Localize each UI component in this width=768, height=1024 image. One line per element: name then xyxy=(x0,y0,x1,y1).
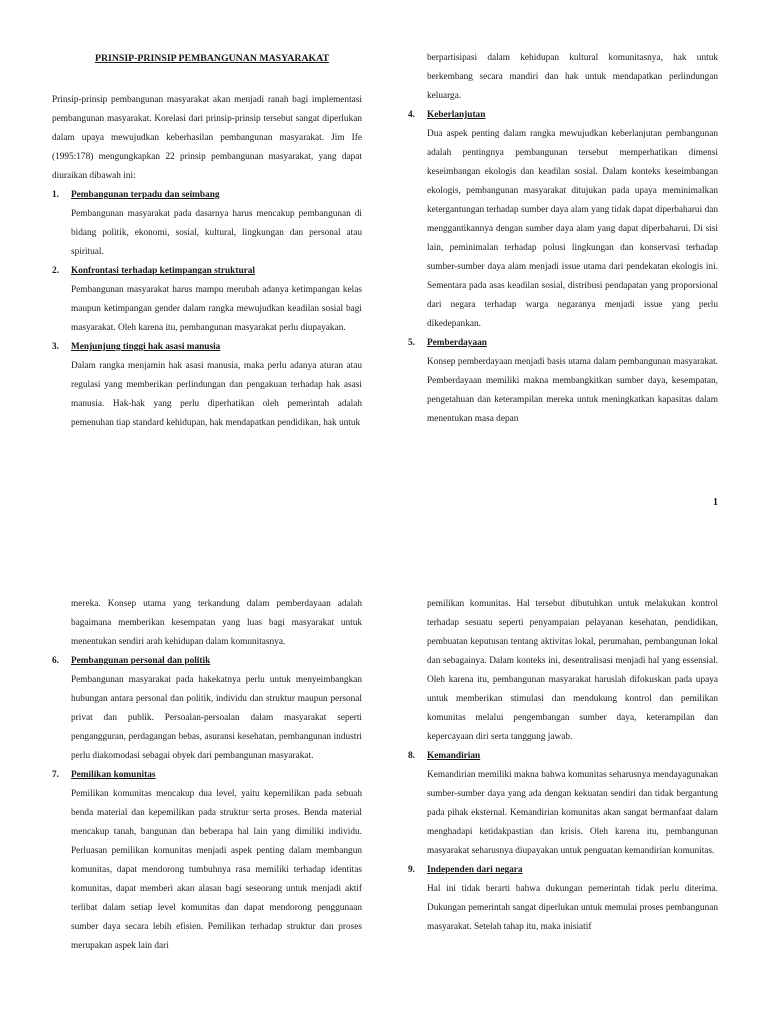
list-item xyxy=(52,652,362,766)
page1-right-column xyxy=(408,49,718,429)
item-heading: Pemilikan komunitas xyxy=(71,770,156,780)
item-number: 9. xyxy=(408,865,415,875)
page-2 xyxy=(0,512,768,1024)
item-body: Pembangunan masyarakat pada hakekatnya perlu untuk menyeimbangkan hubungan antara personal dan politik, individu dan struktur maupun personal privat dan publik. Persoalan-persoalan dalam masyarakat seperti pengangguran, perdagangan bebas, asuransi kesehatan, pembangunan industri perlu diakomodasi sebagai obyek dari pembangunan masyarakat. xyxy=(71,675,362,761)
item-heading: Kemandirian xyxy=(427,751,481,761)
item-body: Pembangunan masyarakat pada dasarnya harus mencakup pembangunan di bidang politik, ekonomi, sosial, kultural, lingkungan dan personal atau spiritual. xyxy=(71,209,362,257)
list-item xyxy=(52,262,362,338)
item-body: Hal ini tidak berarti bahwa dukungan pemerintah tidak perlu diterima. Dukungan pemerintah sangat diperlukan untuk memulai proses pembangunan masyarakat. Setelah tahap itu, maka inisiatif xyxy=(427,884,718,932)
item-body: Konsep pemberdayaan menjadi basis utama dalam pembangunan masyarakat. Pemberdayaan memiliki makna membangkitkan sumber daya, kesempatan, pengetahuan dan keterampilan mereka untuk meningkatkan kapasitas dalam menentukan masa depan xyxy=(427,357,718,424)
page2-left-column xyxy=(52,595,362,956)
item-number: 7. xyxy=(52,770,59,780)
page2-right-column xyxy=(408,595,718,937)
item-heading: Menjunjung tinggi hak asasi manusia xyxy=(71,342,221,352)
list-item xyxy=(408,334,718,429)
list-item xyxy=(52,186,362,262)
continued-paragraph: pemilikan komunitas. Hal tersebut dibutuhkan untuk melakukan kontrol terhadap sesuatu seperti penyampaian pelayanan kesehatan, pendidikan, pembuatan keputusan tentang aktivitas lokal, perumahan, pembangunan lokal dan sebagainya. Dalam konteks ini, desentralisasi menjadi hal yang essensial. Oleh karena itu, pembangunan masyarakat haruslah difokuskan pada upaya untuk memberikan stimulasi dan mendukung kontrol dan pemilikan komunitas melalui pengembangan sumber daya, keterampilan dan kepercayaan diri serta tanggung jawab. xyxy=(427,599,718,742)
item-number: 5. xyxy=(408,338,415,348)
item-body: Kemandirian memiliki makna bahwa komunitas seharusnya mendayagunakan sumber-sumber daya yang ada dengan kekuatan sendiri dan tidak bergantung pada pihak eksternal. Kemandirian komunitas akan sangat bermanfaat dalam menghadapi ketidakpastian dan krisis. Oleh karena itu, pembangunan masyarakat seharusnya diupayakan untuk penguatan kemandirian komunitas. xyxy=(427,770,718,856)
item-number: 4. xyxy=(408,110,415,120)
document-title: PRINSIP-PRINSIP PEMBANGUNAN MASYARAKAT xyxy=(94,53,330,64)
item-number: 8. xyxy=(408,751,415,761)
item-body: Pemilikan komunitas mencakup dua level, yaitu kepemilikan pada sebuah benda material dan kepemilikan pada struktur serta proses. Benda material mencakup tanah, bangunan dan beberapa hal lain yang dimiliki individu. Perluasan pemilikan komunitas menjadi aspek penting dalam membangun komunitas, dapat mendorong tumbuhnya rasa memiliki terhadap identitas komunitas, dapat memberi akan alasan bagi seseorang untuk menjadi aktif terlibat dalam setiap level komunitas dan dapat mendorong penggunaan sumber daya secara lebih efisien. Pemilikan terhadap struktur dan proses merupakan aspek lain dari xyxy=(71,789,362,951)
item-heading: Konfrontasi terhadap ketimpangan struktural xyxy=(71,266,255,276)
continued-paragraph: mereka. Konsep utama yang terkandung dalam pemberdayaan adalah bagaimana memberikan kesempatan yang luas bagi masyarakat untuk menentukan sendiri arah kehidupan dalam komunitasnya. xyxy=(71,599,362,647)
item-heading: Pembangunan personal dan politik xyxy=(71,656,211,666)
list-item xyxy=(52,338,362,433)
page1-left-column xyxy=(52,52,362,433)
item-number: 1. xyxy=(52,190,59,200)
item-heading: Keberlanjutan xyxy=(427,110,486,120)
item-body: Dalam rangka menjamin hak asasi manusia, maka perlu adanya aturan atau regulasi yang memberikan perlindungan dan pengakuan terhadap hak asasi manusia. Hak-hak yang perlu diperhatikan oleh pemerintah adalah pemenuhan tiap standard kehidupan, hak mendapatkan pendidikan, hak untuk xyxy=(71,361,362,428)
item-number: 3. xyxy=(52,342,59,352)
list-item xyxy=(408,106,718,334)
list-item xyxy=(52,766,362,956)
item-number: 6. xyxy=(52,656,59,666)
item-heading: Pemberdayaan xyxy=(427,338,487,348)
intro-paragraph: Prinsip-prinsip pembangunan masyarakat akan menjadi ranah bagi implementasi pembangunan masyarakat. Korelasi dari prinsip-prinsip tersebut sangat diperlukan dalam upaya mewujudkan keberhasilan pembangunan masyarakat. Jim Ife (1995:178) mengungkapkan 22 prinsip pembangunan masyarakat, yang dapat diuraikan dibawah ini: xyxy=(52,95,362,181)
item-heading: Pembangunan terpadu dan seimbang xyxy=(71,190,220,200)
item-body: Dua aspek penting dalam rangka mewujudkan keberlanjutan pembangunan adalah pentingnya pembangunan tersebut memperhatikan dimensi keseimbangan ekologis dan keadilan sosial. Dalam konteks keseimbangan ekologis, pembangunan masyarakat ditujukan pada upaya meminimalkan ketergantungan terhadap sumber daya alam yang tidak dapat diperbaharui dan menggantikannya dengan sumber daya alam yang dapat diperbaharui. Di sisi lain, peminimalan terhadap polusi lingkungan dan konservasi terhadap sumber-sumber daya alam menjadi issue utama dari pendekatan ekologis ini. Sementara pada asas keadilan sosial, distribusi pendapatan yang proporsional dari negara terhadap warga negaranya menjadi issue yang perlu dikedepankan. xyxy=(427,129,718,329)
item-body: Pembangunan masyarakat harus mampu merubah adanya ketimpangan kelas maupun ketimpangan gender dalam rangka mewujudkan keadilan sosial bagi masyarakat. Oleh karena itu, pembangunan masyarakat perlu diupayakan. xyxy=(71,285,362,333)
list-item xyxy=(408,747,718,861)
page-number: 1 xyxy=(713,497,718,508)
list-item xyxy=(408,861,718,937)
item-heading: Independen dari negara xyxy=(427,865,523,875)
continued-paragraph: berpartisipasi dalam kehidupan kultural komunitasnya, hak untuk berkembang secara mandiri dan hak untuk mendapatkan perlindungan keluarga. xyxy=(427,53,718,101)
item-number: 2. xyxy=(52,266,59,276)
